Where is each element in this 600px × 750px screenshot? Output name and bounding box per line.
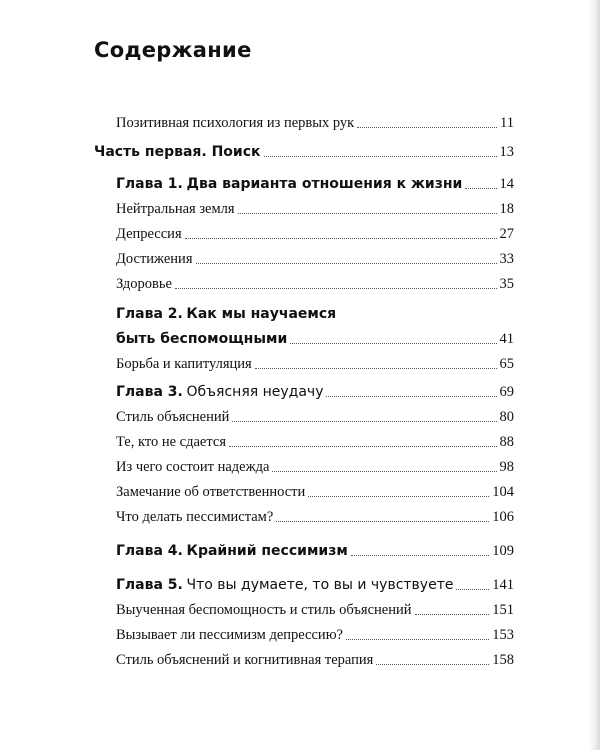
toc-page-number: 18	[499, 201, 514, 217]
dot-leader	[357, 127, 497, 128]
toc-entry[interactable]	[94, 458, 514, 476]
toc-chapter-4[interactable]	[94, 542, 514, 560]
toc-page-number: 88	[499, 434, 514, 450]
chapter-label: Глава 4.	[116, 543, 183, 559]
toc-chapter-2-first-line[interactable]	[94, 305, 514, 324]
toc-page-number: 151	[492, 602, 514, 618]
chapter-title: Что вы думаете, то вы и чувствуете	[186, 577, 454, 593]
toc-entry[interactable]	[94, 250, 514, 268]
dot-leader	[255, 368, 497, 369]
toc-page-number: 98	[499, 459, 514, 475]
toc-entry[interactable]	[94, 601, 514, 619]
dot-leader	[465, 188, 496, 189]
dot-leader	[185, 238, 497, 239]
dot-leader	[351, 555, 489, 556]
dot-leader	[456, 589, 489, 590]
chapter-title: Объясняя неудачу	[186, 384, 324, 400]
dot-leader	[175, 288, 497, 289]
toc-entry-title: Выученная беспомощность и стиль объяснений	[116, 602, 412, 618]
toc-entry-title: Здоровье	[116, 276, 172, 292]
dot-leader	[232, 421, 496, 422]
dot-leader	[346, 639, 489, 640]
toc-entry-title: Борьба и капитуляция	[116, 356, 252, 372]
chapter-label: Глава 2.	[116, 306, 183, 322]
chapter-label: Глава 1.	[116, 176, 183, 192]
toc-part-one[interactable]	[94, 143, 514, 161]
toc-entry-title: Депрессия	[116, 226, 182, 242]
chapter-title: Два варианта отношения к жизни	[186, 176, 463, 192]
chapter-label: Глава 3.	[116, 384, 183, 400]
dot-leader	[326, 396, 496, 397]
dot-leader	[272, 471, 496, 472]
toc-entry[interactable]	[94, 651, 514, 669]
dot-leader	[376, 664, 489, 665]
toc-entry-title: Что делать пессимистам?	[116, 509, 274, 525]
toc-page-number: 141	[492, 577, 514, 593]
dot-leader	[238, 213, 497, 214]
toc-page-number: 80	[499, 409, 514, 425]
toc-entry-title: Те, кто не сдается	[116, 434, 226, 450]
toc-page-number: 27	[499, 226, 514, 242]
toc-entry[interactable]	[94, 626, 514, 644]
toc-entry[interactable]	[94, 483, 514, 501]
toc-entry-title: Нейтральная земля	[116, 201, 235, 217]
toc-part-title: Часть первая. Поиск	[94, 144, 261, 160]
page-title: Содержание	[94, 38, 252, 62]
toc-entry[interactable]	[94, 508, 514, 526]
toc-entry-foreword[interactable]	[94, 114, 514, 132]
toc-page-number: 106	[492, 509, 514, 525]
toc-entry-title: Достижения	[116, 251, 193, 267]
toc-chapter-5[interactable]	[94, 576, 514, 594]
chapter-title: Крайний пессимизм	[186, 543, 348, 559]
toc-entry[interactable]	[94, 433, 514, 451]
toc-entry-title: Стиль объяснений и когнитивная терапия	[116, 652, 374, 668]
dot-leader	[196, 263, 497, 264]
chapter-title-continued: быть беспомощными	[116, 331, 288, 347]
toc-entry-title: Из чего состоит надежда	[116, 459, 270, 475]
dot-leader	[276, 521, 489, 522]
toc-entry-title: Замечание об ответственности	[116, 484, 306, 500]
toc-page-number: 69	[499, 384, 514, 400]
chapter-label: Глава 5.	[116, 577, 183, 593]
dot-leader	[308, 496, 489, 497]
dot-leader	[290, 343, 496, 344]
toc-entry[interactable]	[94, 275, 514, 293]
toc-page-number: 153	[492, 627, 514, 643]
dot-leader	[415, 614, 490, 615]
dot-leader	[264, 156, 497, 157]
toc-page-number: 11	[500, 115, 514, 131]
toc-entry[interactable]	[94, 355, 514, 373]
toc-page-number: 13	[499, 144, 514, 160]
toc-chapter-1[interactable]	[94, 175, 514, 193]
toc-entry-title: Стиль объяснений	[116, 409, 230, 425]
toc-page-number: 104	[492, 484, 514, 500]
dot-leader	[229, 446, 497, 447]
page-edge-shadow	[588, 0, 600, 750]
toc-chapter-3[interactable]	[94, 383, 514, 401]
toc-page-number: 35	[499, 276, 514, 292]
toc-page-number: 158	[492, 652, 514, 668]
toc-page-number: 65	[499, 356, 514, 372]
toc-entry[interactable]	[94, 200, 514, 218]
chapter-title: Как мы научаемся	[186, 306, 337, 322]
toc-page-number: 33	[499, 251, 514, 267]
table-of-contents	[94, 114, 514, 669]
toc-page-number: 41	[499, 331, 514, 347]
toc-chapter-2[interactable]	[94, 330, 514, 348]
toc-entry[interactable]	[94, 408, 514, 426]
toc-entry-title: Вызывает ли пессимизм депрессию?	[116, 627, 343, 643]
toc-page-number: 14	[499, 176, 514, 192]
toc-entry-title: Позитивная психология из первых рук	[116, 115, 355, 131]
toc-entry[interactable]	[94, 225, 514, 243]
toc-page-number: 109	[492, 543, 514, 559]
